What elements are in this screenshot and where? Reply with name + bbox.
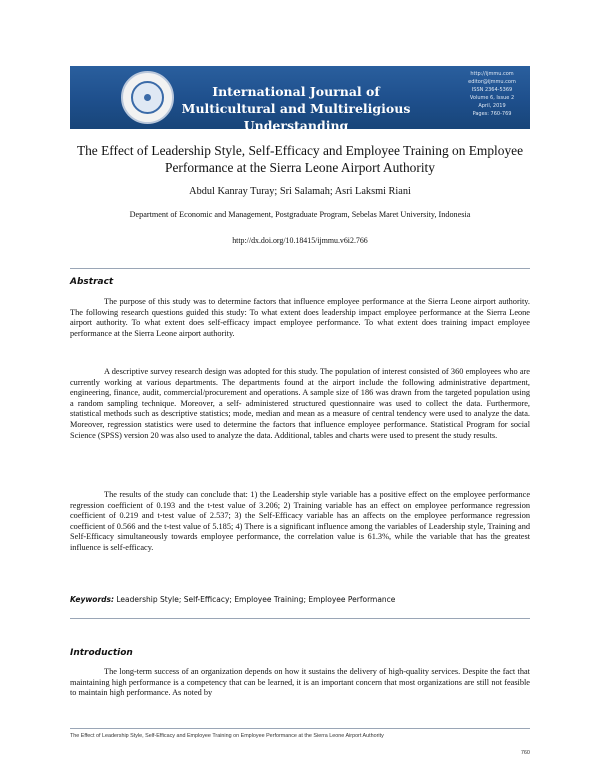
journal-meta: [456, 70, 528, 118]
introduction-paragraph-1: The long-term success of an organization depends on how it sustains the delivery of high-quality services. Despite the fact that maintaining high performance is a competency that can be learned, it is an important concern that most organizations are still not feasible to maintain high performance. As noted by: [70, 667, 530, 698]
abstract-heading: Abstract: [70, 277, 114, 287]
journal-url[interactable]: http://ijmmu.com: [470, 71, 514, 77]
keywords-text: Leadership Style; Self-Efficacy; Employee Training; Employee Performance: [116, 595, 396, 604]
paper-authors: Abdul Kanray Turay; Sri Salamah; Asri Laksmi Riani: [189, 186, 411, 197]
journal-pages: Pages: 760-769: [472, 111, 512, 117]
journal-logo-icon: [121, 71, 174, 124]
abstract-paragraph-1: The purpose of this study was to determine factors that influence employee performance at the Sierra Leone airport authority. The following research questions guided this study: To what extent does leadership impact employee performance at the Sierra Leone airport authority. To what extent does self-efficacy impact employee performance. To what extent does training impact employee performance at the Sierra Leone airport authority.: [70, 297, 530, 338]
logo-ring: [131, 81, 164, 114]
keywords-label: Keywords:: [70, 595, 114, 604]
journal-title: International Journal of Multicultural and Multireligious Understanding: [181, 84, 411, 133]
abstract-top-rule: [70, 268, 530, 269]
paper-affiliation: Department of Economic and Management, Postgraduate Program, Sebelas Maret University, Indonesia: [129, 210, 471, 219]
paper-doi-link[interactable]: http://dx.doi.org/10.18415/ijmmu.v6i2.766: [232, 236, 368, 245]
keywords-bottom-rule: [70, 618, 530, 619]
journal-volume: Volume 6, Issue 2: [469, 95, 515, 101]
page-number: 760: [520, 750, 530, 756]
footer-rule: [70, 728, 530, 729]
keywords-line: [70, 595, 530, 604]
journal-date: April, 2019: [478, 103, 506, 109]
logo-center: [144, 94, 151, 101]
abstract-paragraph-3: The results of the study can conclude that: 1) the Leadership style variable has a positive effect on the employee performance regression coefficient of 0.193 and the t-test value of 3.206; 2) Training variable has an effect on employee performance regression coefficient of 0.219 and t-test value of 2.537; 3) the Self-Efficacy variable has an affects on the employee performance regression coefficient of 0.566 and the t-test value of 5.185; 4) There is a significant influence among the variables of Leadership style, Training and Self-Efficacy simultaneously towards employee performance, the correlation value is 61.3%, while the variable that has the greatest influence is self-efficacy.: [70, 490, 530, 552]
journal-issn: ISSN 2364-5369: [471, 87, 513, 93]
footer-running-title: The Effect of Leadership Style, Self-Efficacy and Employee Training on Employee Performance at the Sierra Leone Airport Authority: [70, 733, 384, 739]
abstract-paragraph-2: A descriptive survey research design was adopted for this study. The population of interest consisted of 360 employees who are currently working at various departments. The departments found at the airport include the following administrative department, engineering, finance, audit, commercial/procurement and operations. A sample size of 186 was drawn from the targeted population using a random sampling technique. Moreover, a self- administered structured questionnaire was used to collect the data. Furthermore, statistical methods such as descriptive statistics; mode, median and mean as a measure of central tendency were used to analyze the data. Moreover, regression statistics were used to determine the factors that influence employee performance. Statistical Program for social Science (SPSS) version 20 was also used to analyze the data. Additional, tables and charts were used to present the study results.: [70, 367, 530, 440]
paper-title: The Effect of Leadership Style, Self-Efficacy and Employee Training on Employee Performance at the Sierra Leone Airport Authority: [76, 143, 524, 175]
introduction-heading: Introduction: [70, 648, 133, 658]
journal-email[interactable]: editor@ijmmu.com: [468, 79, 516, 85]
